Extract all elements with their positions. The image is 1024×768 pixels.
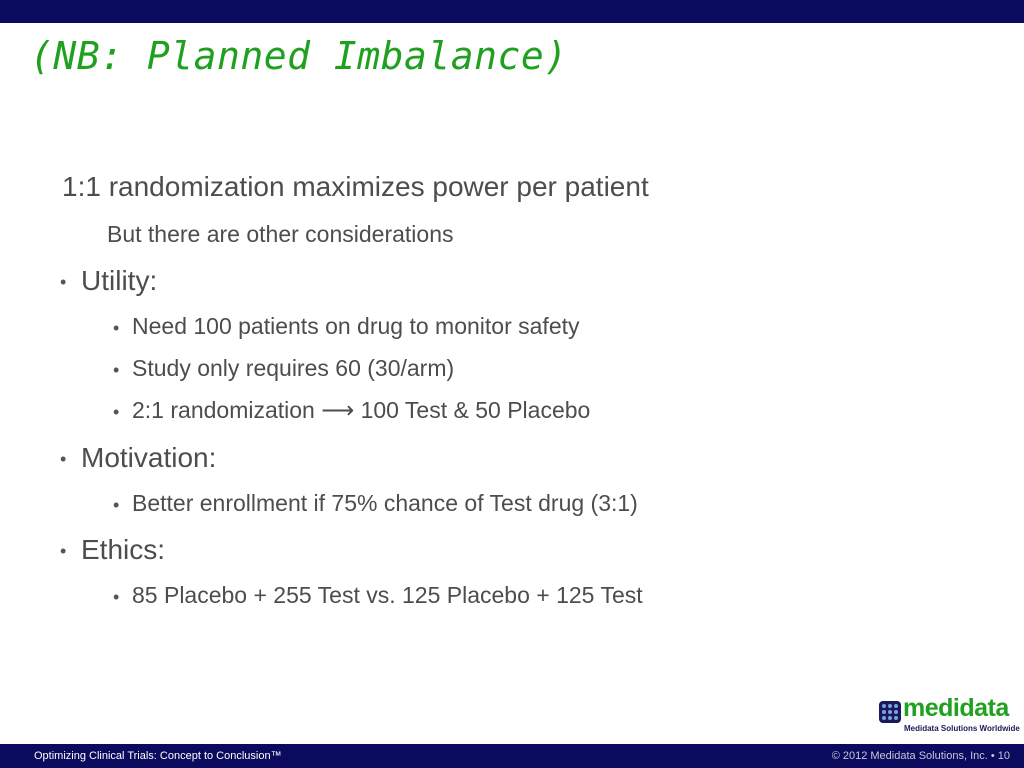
footer-bar	[0, 744, 1024, 768]
utility-item: 2:1 randomization ⟶ 100 Test & 50 Placebo	[132, 397, 591, 423]
bullet-dot: •	[113, 360, 120, 380]
motivation-item: Better enrollment if 75% chance of Test drug (3:1)	[132, 490, 638, 516]
bullet-dot: •	[113, 318, 120, 338]
utility-item: Need 100 patients on drug to monitor safety	[132, 313, 580, 339]
logo-tagline: Medidata Solutions Worldwide	[904, 724, 1020, 733]
bullet-dot: •	[60, 449, 67, 469]
intro-subtext: But there are other considerations	[107, 221, 454, 247]
medidata-logo	[879, 694, 1020, 736]
ethics-item: 85 Placebo + 255 Test vs. 125 Placebo + 125 Test	[132, 582, 643, 608]
motivation-heading: Motivation:	[81, 442, 217, 473]
slide-title: (NB: Planned Imbalance)	[30, 34, 568, 78]
top-bar	[0, 0, 1024, 23]
utility-item: Study only requires 60 (30/arm)	[132, 355, 455, 381]
bullet-dot: •	[113, 495, 120, 515]
bullet-dot: •	[60, 541, 67, 561]
bullet-dot: •	[113, 587, 120, 607]
logo-wordmark: medidata	[903, 694, 1009, 722]
footer-course-title: Optimizing Clinical Trials: Concept to Conclusion™	[34, 750, 282, 762]
footer-copyright-page: © 2012 Medidata Solutions, Inc. • 10	[831, 750, 1010, 762]
bullet-dot: •	[113, 402, 120, 422]
bullet-dot: •	[60, 272, 67, 292]
ethics-heading: Ethics:	[81, 534, 166, 565]
intro-text: 1:1 randomization maximizes power per patient	[62, 171, 649, 202]
logo-dots-icon	[879, 701, 901, 723]
utility-heading: Utility:	[81, 265, 158, 296]
